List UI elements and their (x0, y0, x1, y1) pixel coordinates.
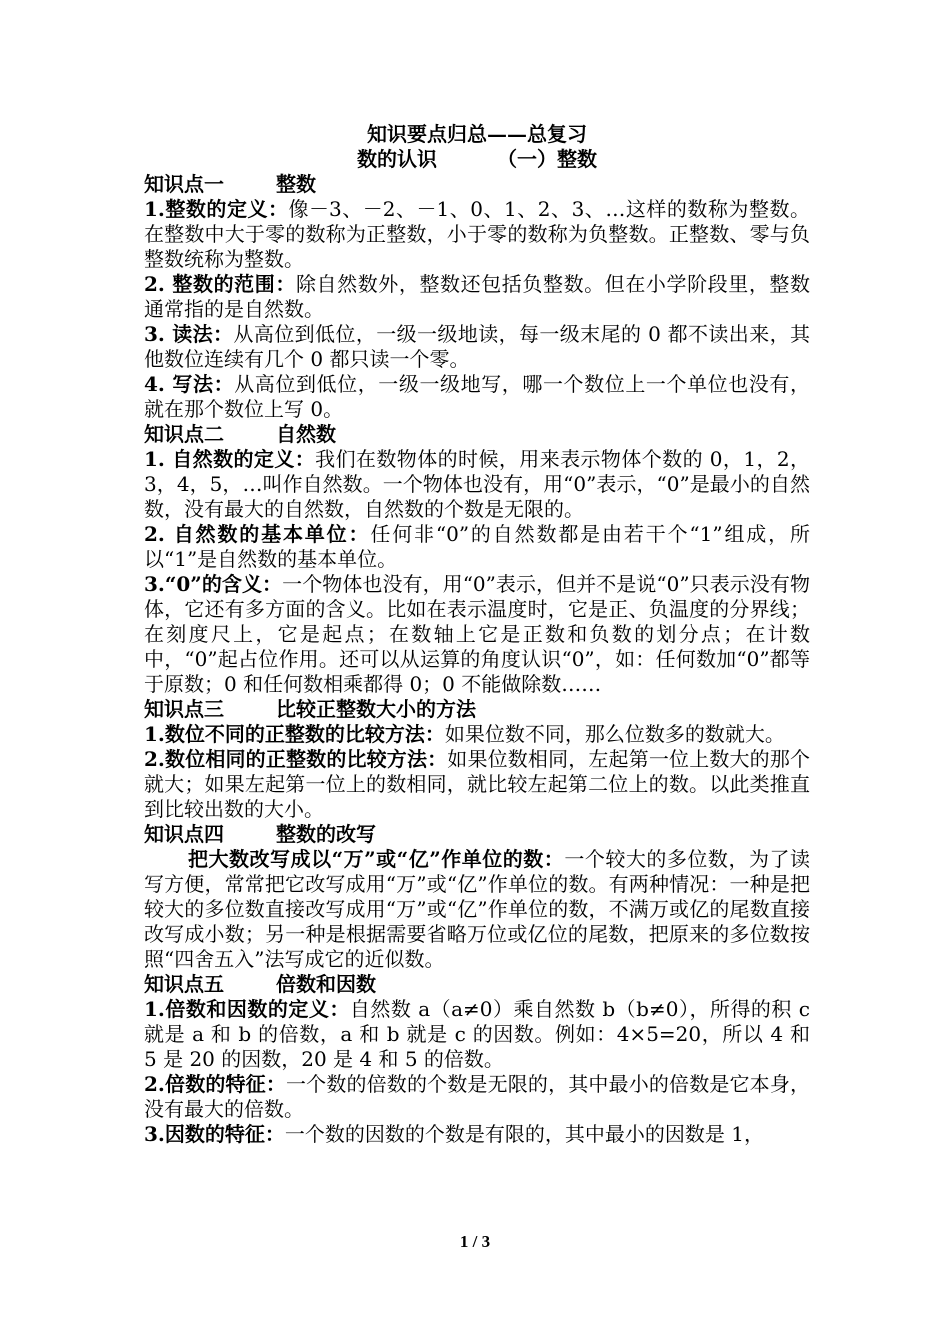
section-heading-kp5 (144, 972, 810, 997)
term-text: 一个较大的多位数，为了读写方便，常常把它改写成用“万”或“亿”作单位的数。有两种情况：一种是把较大的多位数直接改写成用“万”或“亿”作单位的数，不满万或亿的尾数直接改写成小数；另一种是根据需要省略万位或亿位的尾数，把原来的多位数按照“四舍五入”法写成它的近似数。 (144, 847, 810, 971)
term-label: 1.倍数和因数的定义： (144, 997, 350, 1021)
paragraph (144, 997, 810, 1072)
term-label: 3. 读法： (144, 322, 234, 346)
paragraph (144, 1122, 810, 1147)
section-name: 整数 (276, 172, 316, 196)
paragraph (144, 722, 810, 747)
term-text: 除自然数外，整数还包括负整数。但在小学阶段里，整数通常指的是自然数。 (144, 272, 811, 321)
term-label: 1.数位不同的正整数的比较方法： (144, 722, 445, 746)
section-number: 知识点四 (144, 822, 224, 846)
term-text: 从高位到低位，一级一级地写，哪一个数位上一个单位也没有，就在那个数位上写 0。 (144, 372, 811, 421)
paragraph (144, 272, 810, 322)
paragraph (144, 572, 810, 697)
document-title: 知识要点归总——总复习 (367, 122, 587, 146)
section-number: 知识点五 (144, 972, 224, 996)
term-text: 自然数 a（a≠0）乘自然数 b（b≠0），所得的积 c 就是 a 和 b 的倍数，a 和 b 就是 c 的因数。例如：4×5=20，所以 4 和 5 是 20 的因数，20 是 4 和 5 的倍数。 (144, 997, 810, 1071)
term-label: 3.“0”的含义： (144, 572, 283, 596)
term-text: 如果位数相同，左起第一位上数大的那个就大；如果左起第一位上的数相同，就比较左起第二位上的数。以此类推直到比较出数的大小。 (144, 747, 810, 821)
paragraph (144, 847, 810, 972)
term-label: 2. 自然数的基本单位： (144, 522, 371, 546)
term-text: 像－3、－2、－1、0、1、2、3、…这样的数称为整数。在整数中大于零的数称为正整数，小于零的数称为负整数。正整数、零与负整数统称为整数。 (144, 197, 810, 271)
term-label: 2.倍数的特征： (144, 1072, 286, 1096)
subtitle-right: （一）整数 (497, 147, 597, 171)
section-heading-kp2 (144, 422, 810, 447)
paragraph (144, 197, 810, 272)
section-name: 整数的改写 (276, 822, 376, 846)
term-text: 一个数的因数的个数是有限的，其中最小的因数是 1， (284, 1122, 764, 1146)
paragraph (144, 447, 810, 522)
section-heading-kp1 (144, 172, 810, 197)
paragraph (144, 372, 810, 422)
paragraph (144, 322, 810, 372)
section-heading-kp4 (144, 822, 810, 847)
term-text: 任何非“0”的自然数都是由若干个“1”组成，所以“1”是自然数的基本单位。 (144, 522, 810, 571)
section-number: 知识点一 (144, 172, 224, 196)
term-label: 1. 自然数的定义： (144, 447, 316, 471)
section-name: 比较正整数大小的方法 (276, 697, 476, 721)
page-number: 1 / 3 (459, 1232, 491, 1251)
paragraph (144, 522, 810, 572)
term-text: 从高位到低位，一级一级地读，每一级末尾的 0 都不读出来，其他数位连续有几个 0 都只读一个零。 (144, 322, 810, 371)
document-body (144, 122, 810, 1147)
term-text: 一个数的倍数的个数是无限的，其中最小的倍数是它本身，没有最大的倍数。 (144, 1072, 810, 1121)
term-text: 我们在数物体的时候，用来表示物体个数的 0，1，2，3，4，5，…叫作自然数。一个物体也没有，用“0”表示，“0”是最小的自然数，没有最大的自然数，自然数的个数是无限的。 (144, 447, 811, 521)
term-label: 1.整数的定义： (144, 197, 289, 221)
term-text: 如果位数不同，那么位数多的数就大。 (444, 722, 785, 746)
term-label: 2.数位相同的正整数的比较方法： (144, 747, 448, 771)
paragraph (144, 747, 810, 822)
section-number: 知识点二 (144, 422, 224, 446)
term-text: 一个物体也没有，用“0”表示，但并不是说“0”只表示没有物体，它还有多方面的含义。比如在表示温度时，它是正、负温度的分界线；在刻度尺上，它是起点；在数轴上它是正数和负数的划分点；在计数中，“0”起占位作用。还可以从运算的角度认识“0”，如：任何数加“0”都等于原数；0 和任何数相乘都得 0；0 不能做除数…… (144, 572, 810, 696)
document-subtitle (144, 147, 810, 172)
term-label: 3.因数的特征： (144, 1122, 285, 1146)
subtitle-left: 数的认识 (357, 147, 437, 171)
term-label: 把大数改写成以“万”或“亿”作单位的数： (188, 847, 565, 871)
section-name: 倍数和因数 (276, 972, 376, 996)
term-label: 2. 整数的范围： (144, 272, 296, 296)
section-number: 知识点三 (144, 697, 224, 721)
paragraph (144, 1072, 810, 1122)
term-label: 4. 写法： (144, 372, 235, 396)
section-name: 自然数 (276, 422, 336, 446)
section-heading-kp3 (144, 697, 810, 722)
